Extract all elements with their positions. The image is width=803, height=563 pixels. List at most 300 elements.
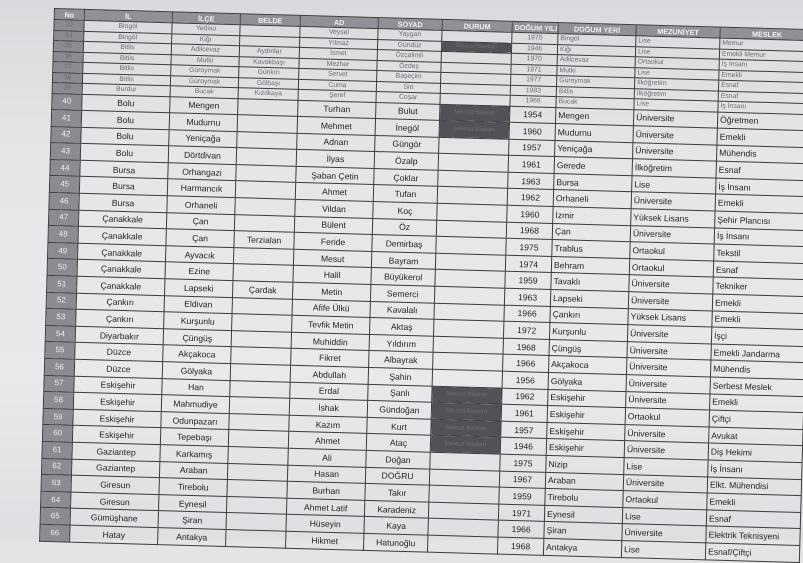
cell-soyad: Güngör — [375, 135, 439, 153]
cell-ilce: Araban — [159, 461, 227, 479]
cell-durum: Mevcut Başkan — [430, 436, 500, 455]
cell-no: 64 — [41, 491, 71, 508]
cell-il: Bingöl — [84, 31, 172, 44]
cell-durum — [439, 137, 509, 156]
cell-belde — [226, 529, 286, 547]
cell-dogum-yeri: Güroymak — [557, 76, 635, 89]
cell-durum — [436, 220, 506, 239]
cell-il: Çanakkale — [78, 210, 166, 229]
cell-ad: Adnan — [297, 133, 375, 152]
col-dogum-yili: DOĞUM YILI — [512, 21, 558, 33]
cell-il: Düzce — [74, 359, 162, 378]
cell-il: Hatay — [70, 525, 158, 544]
cell-soyad: Gündüz — [377, 39, 441, 51]
cell-no: 63 — [41, 474, 71, 491]
cell-durum — [435, 270, 505, 289]
cell-dogum-yeri: Bitlis — [556, 86, 634, 99]
cell-dogum-yeri: Bucak — [556, 97, 634, 110]
cell-soyad: Bulut — [376, 102, 440, 120]
cell-meslek: Emekli — [715, 195, 803, 214]
cell-mezuniyet: Yüksek Lisans — [631, 209, 715, 228]
cell-dogum-yili: 1972 — [503, 321, 549, 339]
cell-meslek: İş İnsanı — [714, 228, 803, 247]
col-dogum-yeri: DOĞUM YERİ — [558, 23, 636, 36]
cell-meslek: İş İnsanı — [716, 178, 803, 197]
cell-dogum-yeri: Çankırı — [550, 306, 628, 325]
cell-dogum-yili: 1960 — [507, 205, 553, 223]
cell-belde: Kavakbaşı — [239, 56, 299, 68]
cell-il: Eskişehir — [72, 426, 160, 445]
cell-belde — [228, 447, 288, 465]
col-belde: BELDE — [240, 14, 300, 27]
cell-belde — [227, 480, 287, 498]
cell-meslek: Elkt. Mühendisi — [707, 476, 801, 495]
cell-ilce: Ayvacık — [165, 246, 233, 264]
cell-dogum-yili: 1968 — [497, 537, 543, 555]
cell-dogum-yeri: Bingöl — [558, 34, 636, 47]
cell-belde — [232, 297, 292, 315]
cell-no: 44 — [50, 159, 80, 176]
cell-dogum-yili: 1960 — [509, 122, 555, 140]
cell-durum — [436, 237, 506, 256]
cell-ad: Turhan — [298, 100, 376, 119]
cell-il: Bitlis — [83, 41, 171, 54]
cell-ad: Hüseyin — [286, 515, 364, 534]
cell-soyad: Özalp — [374, 152, 438, 170]
cell-il: Bursa — [80, 160, 168, 179]
cell-soyad: Coşar — [376, 92, 440, 104]
cell-dogum-yeri: Mengen — [555, 107, 633, 126]
cell-ad: Cuma — [298, 79, 376, 92]
cell-soyad: Takır — [365, 484, 429, 502]
cell-belde: Kızılkaya — [238, 88, 298, 100]
cell-il: Çanakkale — [78, 227, 166, 246]
cell-il: Bursa — [79, 193, 167, 212]
cell-no: 35 — [53, 41, 83, 52]
cell-soyad: İnegöl — [375, 119, 439, 137]
cell-mezuniyet: Üniversite — [633, 126, 717, 145]
cell-ad: Bülent — [294, 216, 372, 235]
cell-meslek: Emekli Jandarma — [711, 344, 803, 363]
cell-durum — [430, 452, 500, 471]
cell-durum — [433, 353, 503, 372]
cell-il: Bitlis — [82, 73, 170, 86]
cell-belde — [236, 165, 296, 183]
cell-mezuniyet: Üniversite — [633, 142, 717, 161]
cell-durum — [437, 203, 507, 222]
cell-dogum-yili: 1961 — [501, 404, 547, 422]
cell-belde: Terzialan — [234, 231, 294, 249]
cell-durum: Mevcut Başkan — [431, 402, 501, 421]
cell-ilce: Tirebolu — [159, 478, 227, 496]
cell-meslek: Emekli — [707, 493, 801, 512]
cell-il: Eskişehir — [73, 392, 161, 411]
cell-mezuniyet: Lise — [635, 46, 719, 59]
cell-no: 38 — [52, 72, 82, 83]
cell-ilce: Çan — [166, 229, 234, 247]
cell-meslek: Esnaf — [718, 80, 803, 93]
cell-no: 55 — [45, 342, 75, 359]
cell-mezuniyet: İlköğretim — [632, 159, 716, 178]
cell-ad: Erdal — [290, 382, 368, 401]
cell-mezuniyet: İlköğretim — [634, 88, 718, 101]
cell-mezuniyet: Üniversite — [626, 391, 710, 410]
cell-ilce: Ezine — [165, 262, 233, 280]
cell-soyad: Çoklar — [374, 168, 438, 186]
cell-belde — [231, 347, 291, 365]
cell-dogum-yili: 1962 — [502, 388, 548, 406]
cell-meslek: Emekli — [712, 294, 803, 313]
cell-no: 60 — [42, 425, 72, 442]
cell-meslek: Esnaf — [713, 261, 803, 280]
cell-ad: İlyas — [296, 150, 374, 169]
cell-no: 48 — [48, 226, 78, 243]
cell-no: 57 — [44, 375, 74, 392]
cell-il: Çanakkale — [77, 260, 165, 279]
cell-ilce: Harmancık — [167, 179, 235, 197]
cell-mezuniyet: İlköğretim — [634, 78, 718, 91]
cell-ad: Ahmet — [295, 183, 373, 202]
cell-ilce: Bucak — [170, 86, 238, 98]
cell-soyad: Demirbaş — [372, 235, 436, 253]
cell-ad: Kazım — [289, 415, 367, 434]
cell-dogum-yili: 1956 — [502, 371, 548, 389]
cell-ad: Muhiddin — [291, 332, 369, 351]
cell-mezuniyet: Ortaokul — [629, 259, 713, 278]
cell-dogum-yili: 1977 — [511, 74, 557, 86]
cell-meslek: Memur — [720, 38, 803, 51]
cell-ad: İsmet — [299, 47, 377, 60]
cell-dogum-yili: 1971 — [511, 64, 557, 76]
cell-ilce: Yeniçağa — [169, 129, 237, 147]
cell-dogum-yili: 1962 — [507, 189, 553, 207]
cell-ilce: Odunpazarı — [161, 411, 229, 429]
cell-il: Bolu — [81, 127, 169, 146]
cell-dogum-yeri: Eynesil — [544, 505, 622, 524]
cell-belde — [232, 314, 292, 332]
cell-dogum-yili: 1963 — [504, 288, 550, 306]
cell-soyad: Yıldırım — [369, 334, 433, 352]
cell-soyad: Ataç — [366, 434, 430, 452]
cell-ilce: Akçakoca — [163, 345, 231, 363]
cell-ilce: Dörtdivan — [168, 146, 236, 164]
cell-dogum-yeri: Eskişehir — [547, 422, 625, 441]
cell-ad: Hikmet — [286, 531, 364, 550]
cell-no: 54 — [45, 325, 75, 342]
cell-il: Çankırı — [76, 309, 164, 328]
cell-meslek: Diş Hekimi — [708, 443, 802, 462]
cell-mezuniyet: Üniversite — [623, 474, 707, 493]
cell-no: 56 — [44, 358, 74, 375]
cell-ilce: Karkamış — [160, 445, 228, 463]
cell-dogum-yili: 1966 — [498, 520, 544, 538]
cell-mezuniyet: Ortaokul — [635, 57, 719, 70]
cell-meslek: Esnaf — [718, 91, 803, 104]
cell-mezuniyet: Lise — [624, 458, 708, 477]
cell-il: Düzce — [75, 343, 163, 362]
cell-meslek: Emekli — [712, 311, 803, 330]
cell-ilce: Çüngüş — [163, 328, 231, 346]
cell-soyad: Gündoğan — [367, 401, 431, 419]
cell-ad: Yılmaz — [299, 37, 377, 50]
cell-meslek: İş İnsanı — [719, 59, 803, 72]
cell-il: Bolu — [82, 94, 170, 113]
cell-durum — [429, 469, 499, 488]
cell-dogum-yeri: Gerede — [554, 157, 632, 176]
cell-il: Çanakkale — [77, 243, 165, 262]
cell-dogum-yili: 1957 — [509, 139, 555, 157]
cell-meslek: Serbest Meslek — [710, 377, 803, 396]
cell-durum — [428, 502, 498, 521]
cell-ilce: Yedisu — [172, 23, 240, 35]
cell-soyad: Doğan — [366, 450, 430, 468]
cell-dogum-yeri: Çüngüş — [549, 339, 627, 358]
cell-meslek: Esnaf — [716, 161, 803, 180]
cell-no: 66 — [40, 524, 70, 541]
cell-no: 65 — [40, 508, 70, 525]
cell-dogum-yeri: Eskişehir — [547, 406, 625, 425]
cell-no: 34 — [54, 30, 84, 41]
cell-dogum-yeri: İzmir — [553, 207, 631, 226]
cell-belde — [230, 380, 290, 398]
cell-il: Giresun — [71, 492, 159, 511]
cell-il: Gümüşhane — [70, 509, 158, 528]
cell-durum: Mevcut Başkan — [440, 104, 510, 123]
cell-soyad: Semerci — [370, 284, 434, 302]
cell-ad: Hasan — [287, 465, 365, 484]
cell-mezuniyet: Üniversite — [625, 424, 709, 443]
cell-no: 42 — [51, 126, 81, 143]
cell-ad: Ahmet — [288, 432, 366, 451]
cell-ilce: Şiran — [158, 511, 226, 529]
cell-mezuniyet: Lise — [635, 67, 719, 80]
cell-dogum-yeri: Araban — [545, 472, 623, 491]
cell-meslek: Avukat — [709, 427, 803, 446]
cell-soyad: Siri — [376, 81, 440, 93]
cell-mezuniyet: Ortaokul — [625, 408, 709, 427]
cell-durum — [427, 535, 497, 554]
cell-dogum-yili: 1971 — [498, 504, 544, 522]
cell-durum: Mevcut Başkan — [441, 41, 511, 53]
cell-ilce: Gölyaka — [162, 362, 230, 380]
cell-il: Giresun — [71, 475, 159, 494]
cell-meslek: Şehir Plancısı — [715, 211, 803, 230]
cell-no: 61 — [42, 441, 72, 458]
cell-dogum-yili: 1957 — [501, 421, 547, 439]
cell-ad: Şeref — [298, 89, 376, 102]
cell-ad: Mezher — [299, 58, 377, 71]
table-body — [40, 20, 803, 563]
cell-no: 46 — [49, 193, 79, 210]
cell-no: 36 — [53, 51, 83, 62]
cell-mezuniyet: Üniversite — [627, 325, 711, 344]
cell-il: Diyarbakır — [75, 326, 163, 345]
cell-dogum-yili: 1966 — [503, 355, 549, 373]
cell-meslek: Öğretmen — [717, 112, 803, 131]
cell-dogum-yeri: Akçakoca — [549, 356, 627, 375]
cell-meslek: Esnaf — [706, 510, 800, 529]
cell-belde — [235, 181, 295, 199]
cell-belde — [228, 430, 288, 448]
col-durum: DURUM — [442, 19, 512, 32]
cell-belde — [237, 115, 297, 133]
cell-ilce: Tepebaşı — [160, 428, 228, 446]
col-soyad: SOYAD — [378, 18, 442, 31]
cell-il: Bitlis — [83, 62, 171, 75]
cell-soyad: Albayrak — [369, 351, 433, 369]
cell-durum — [433, 336, 503, 355]
cell-belde — [229, 397, 289, 415]
cell-ilce: Güroymak — [171, 65, 239, 77]
cell-ilce: Adilcevaz — [171, 44, 239, 56]
cell-no: 41 — [51, 110, 81, 127]
cell-dogum-yili: 1983 — [510, 85, 556, 97]
cell-soyad: Kaya — [364, 517, 428, 535]
cell-durum — [434, 286, 504, 305]
cell-durum — [434, 303, 504, 322]
cell-dogum-yeri: Behram — [551, 256, 629, 275]
cell-belde — [226, 496, 286, 514]
candidate-table — [39, 8, 803, 563]
cell-dogum-yeri: Mudurnu — [555, 124, 633, 143]
cell-il: Burdur — [82, 83, 170, 96]
cell-soyad: Öz — [372, 218, 436, 236]
col-mezuniyet: MEZUNİYET — [636, 25, 720, 38]
cell-no: 53 — [46, 309, 76, 326]
cell-dogum-yili: 1975 — [500, 454, 546, 472]
cell-mezuniyet: Üniversite — [627, 341, 711, 360]
cell-ilce: Mahmudiye — [161, 395, 229, 413]
cell-soyad: Bayram — [371, 251, 435, 269]
cell-no: 40 — [52, 93, 82, 110]
cell-ilce: Kiğı — [172, 33, 240, 45]
cell-dogum-yeri: Adilcevaz — [557, 55, 635, 68]
cell-meslek: İşçi — [711, 327, 803, 346]
cell-soyad: Özdeş — [377, 60, 441, 72]
cell-mezuniyet: Üniversite — [622, 524, 706, 543]
cell-durum: Mevcut Başkan — [439, 120, 509, 139]
cell-meslek: Emekli — [710, 394, 803, 413]
cell-ilce: Eldivan — [164, 295, 232, 313]
cell-dogum-yeri: Tavaklı — [551, 273, 629, 292]
cell-dogum-yili: 1975 — [506, 238, 552, 256]
cell-belde — [237, 131, 297, 149]
cell-ilce: Antakya — [158, 528, 226, 546]
cell-belde — [234, 214, 294, 232]
cell-meslek: Elektrik Teknisyeni — [706, 526, 800, 545]
cell-dogum-yeri: Kiğı — [557, 44, 635, 57]
cell-soyad: Şahin — [368, 367, 432, 385]
cell-meslek: Mühendis — [710, 360, 803, 379]
cell-no: 52 — [46, 292, 76, 309]
cell-mezuniyet: Ortaokul — [630, 242, 714, 261]
col-ad: AD — [300, 15, 378, 28]
cell-soyad: Kurt — [367, 417, 431, 435]
cell-belde: Çardak — [232, 281, 292, 299]
cell-dogum-yili: 1966 — [504, 305, 550, 323]
cell-meslek: Emekli — [719, 70, 803, 83]
cell-belde — [238, 98, 298, 116]
cell-belde — [230, 364, 290, 382]
cell-meslek: Emekli Memur — [719, 49, 803, 62]
cell-belde: Aydınlar — [239, 46, 299, 58]
cell-soyad: Yaygan — [378, 29, 442, 41]
cell-ilce: Mutki — [171, 54, 239, 66]
cell-mezuniyet: Üniversite — [624, 441, 708, 460]
cell-ilce: Mudurnu — [169, 113, 237, 131]
cell-dogum-yili: 1970 — [512, 32, 558, 44]
cell-ad: Burhan — [287, 481, 365, 500]
cell-dogum-yili: 1959 — [499, 487, 545, 505]
cell-soyad: Tufan — [373, 185, 437, 203]
cell-meslek: İş İnsanı — [708, 460, 802, 479]
cell-il: Eskişehir — [73, 409, 161, 428]
cell-durum: Mevcut Başkan — [432, 386, 502, 405]
cell-soyad: Karadeniz — [364, 500, 428, 518]
cell-ad: Servet — [299, 68, 377, 81]
cell-no: 39 — [52, 82, 82, 93]
cell-ad: Fikret — [291, 349, 369, 368]
cell-dogum-yeri: Eskişehir — [548, 389, 626, 408]
cell-belde — [235, 198, 295, 216]
cell-dogum-yeri: Nizip — [546, 455, 624, 474]
cell-no: 49 — [47, 242, 77, 259]
cell-ad: Afife Ülkü — [292, 299, 370, 318]
cell-no: 37 — [53, 61, 83, 72]
cell-soyad: Özçalimli — [377, 50, 441, 62]
cell-no: 43 — [50, 143, 80, 160]
cell-dogum-yili: 1968 — [506, 222, 552, 240]
cell-meslek: İş İnsanı — [718, 101, 803, 114]
cell-soyad: DOĞRU — [365, 467, 429, 485]
cell-belde: Gölbaşı — [238, 77, 298, 89]
cell-ilce: Han — [162, 378, 230, 396]
cell-no: 58 — [43, 392, 73, 409]
cell-il: Eskişehir — [74, 376, 162, 395]
cell-il: Gaziantep — [72, 442, 160, 461]
cell-belde — [227, 463, 287, 481]
cell-dogum-yeri: Lapseki — [550, 290, 628, 309]
cell-ad: İshak — [289, 398, 367, 417]
cell-mezuniyet: Üniversite — [629, 275, 713, 294]
cell-dogum-yili: 1954 — [509, 106, 555, 124]
cell-no: 51 — [47, 275, 77, 292]
cell-durum — [435, 253, 505, 272]
cell-mezuniyet: Lise — [621, 541, 705, 560]
col-meslek: MESLEK — [720, 27, 803, 41]
cell-belde — [233, 264, 293, 282]
cell-dogum-yeri: Yeniçağa — [555, 140, 633, 159]
cell-durum — [438, 154, 508, 173]
cell-durum — [428, 518, 498, 537]
cell-ad: Vildan — [295, 199, 373, 218]
cell-dogum-yili: 1946 — [511, 43, 557, 55]
cell-ilce: Eynesil — [158, 494, 226, 512]
cell-soyad: Koç — [373, 202, 437, 220]
cell-soyad: Şanlı — [368, 384, 432, 402]
cell-dogum-yili: 1966 — [510, 95, 556, 107]
cell-mezuniyet: Üniversite — [626, 375, 710, 394]
cell-mezuniyet: Üniversite — [630, 225, 714, 244]
cell-dogum-yili: 1974 — [505, 255, 551, 273]
cell-il: Çankırı — [76, 293, 164, 312]
cell-ilce: Mengen — [170, 96, 238, 114]
cell-ad: Tevfik Metin — [292, 315, 370, 334]
cell-dogum-yili: 1963 — [508, 172, 554, 190]
cell-ad: Mehmet — [297, 116, 375, 135]
cell-meslek: Emekli — [717, 128, 803, 147]
cell-ad: Halil — [293, 266, 371, 285]
